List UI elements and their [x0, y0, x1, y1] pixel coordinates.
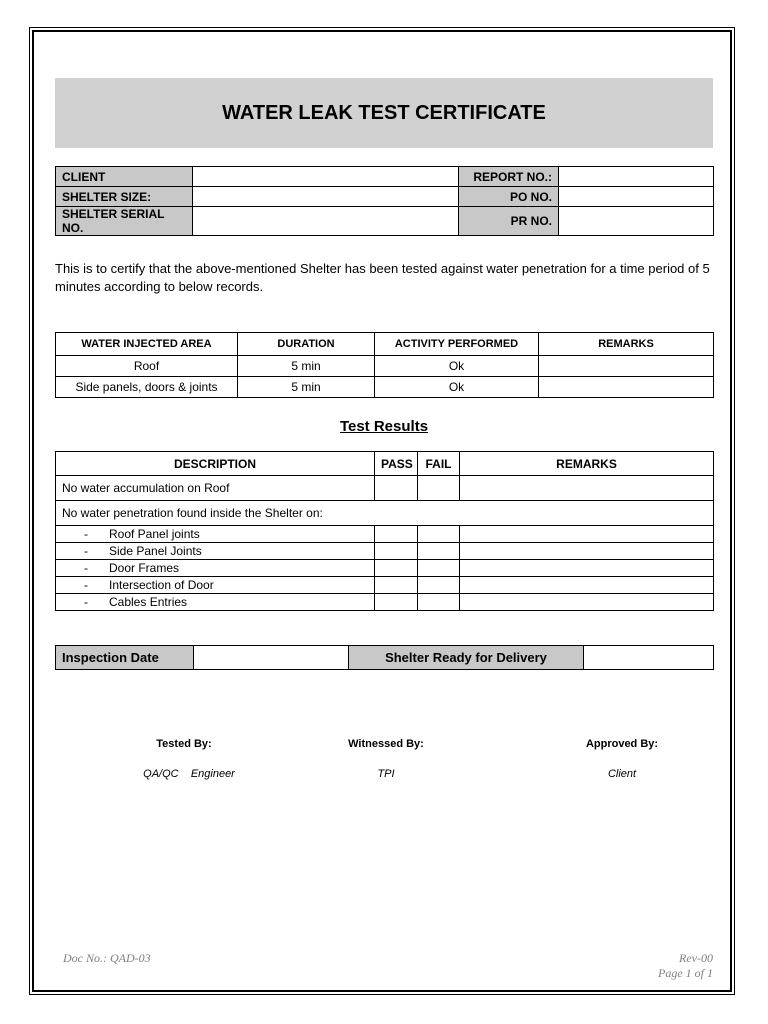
- pass-cell[interactable]: [375, 560, 418, 577]
- header-results-remarks: REMARKS: [460, 452, 714, 476]
- inspection-date-label: Inspection Date: [56, 646, 194, 670]
- header-fail: FAIL: [418, 452, 460, 476]
- table-row: [56, 501, 714, 526]
- table-row: [56, 594, 714, 611]
- header-pass: PASS: [375, 452, 418, 476]
- client-label: CLIENT: [56, 167, 193, 187]
- certification-text: This is to certify that the above-mentioned Shelter has been tested against water penetration for a time period of 5 minutes according to below records.: [55, 261, 710, 294]
- certificate-title: WATER LEAK TEST CERTIFICATE: [55, 78, 713, 148]
- revision: Rev-00: [679, 951, 713, 965]
- witnessed-by-role: TPI: [377, 768, 395, 780]
- report-no-label: REPORT NO.:: [459, 167, 559, 187]
- table-row: [56, 476, 714, 501]
- sub-item-cell: [56, 577, 375, 594]
- sub-item-cell: [56, 543, 375, 560]
- pr-no-label: PR NO.: [459, 207, 559, 236]
- duration-cell: 5 min: [238, 377, 375, 398]
- po-no-label: PO NO.: [459, 187, 559, 207]
- pass-cell[interactable]: [375, 594, 418, 611]
- fail-cell[interactable]: [418, 577, 460, 594]
- remarks-cell[interactable]: [460, 476, 714, 501]
- fail-cell[interactable]: [418, 526, 460, 543]
- water-injection-table: [55, 332, 714, 398]
- sub-item-cell: [56, 594, 375, 611]
- fail-cell[interactable]: [418, 476, 460, 501]
- header-remarks: REMARKS: [539, 333, 714, 356]
- table-row: [56, 526, 714, 543]
- table-row: [56, 377, 714, 398]
- sub-item-label: Cables Entries: [109, 595, 188, 609]
- remarks-cell[interactable]: [460, 594, 714, 611]
- witnessed-by-label: Witnessed By:: [348, 738, 424, 750]
- pass-cell[interactable]: [375, 476, 418, 501]
- sub-item-cell: [56, 560, 375, 577]
- remarks-cell[interactable]: [460, 577, 714, 594]
- page-number: Page 1 of 1: [658, 966, 713, 980]
- inspection-table: [55, 645, 714, 670]
- report-no-field[interactable]: [559, 167, 714, 187]
- remarks-cell[interactable]: [460, 543, 714, 560]
- duration-cell: 5 min: [238, 356, 375, 377]
- inspection-date-field[interactable]: [194, 646, 349, 670]
- po-no-field[interactable]: [559, 187, 714, 207]
- description-cell: No water accumulation on Roof: [56, 476, 375, 501]
- sub-item-label: Door Frames: [109, 561, 180, 575]
- sub-item-label: Intersection of Door: [109, 578, 214, 592]
- client-field[interactable]: [193, 167, 459, 187]
- pass-cell[interactable]: [375, 526, 418, 543]
- header-activity-performed: ACTIVITY PERFORMED: [375, 333, 539, 356]
- header-water-injected-area: WATER INJECTED AREA: [56, 333, 238, 356]
- dash-bullet: -: [84, 595, 88, 609]
- shelter-size-field[interactable]: [193, 187, 459, 207]
- shelter-serial-label: SHELTER SERIAL NO.: [56, 207, 193, 236]
- description-cell: No water penetration found inside the Shelter on:: [56, 501, 714, 526]
- test-results-heading: Test Results: [339, 418, 429, 435]
- activity-cell: Ok: [375, 356, 539, 377]
- remarks-cell[interactable]: [460, 526, 714, 543]
- pass-cell[interactable]: [375, 577, 418, 594]
- dash-bullet: -: [84, 527, 88, 541]
- table-row: [56, 560, 714, 577]
- table-row: [56, 543, 714, 560]
- test-results-table: [55, 451, 714, 611]
- sub-item-label: Side Panel Joints: [109, 544, 202, 558]
- tested-by-role: QA/QC Engineer: [143, 768, 235, 780]
- pass-cell[interactable]: [375, 543, 418, 560]
- dash-bullet: -: [84, 561, 88, 575]
- sub-item-cell: [56, 526, 375, 543]
- shelter-ready-field[interactable]: [584, 646, 714, 670]
- shelter-ready-label: Shelter Ready for Delivery: [349, 646, 584, 670]
- approved-by-role: Client: [607, 768, 637, 780]
- tested-by-label: Tested By:: [156, 738, 212, 750]
- remarks-cell[interactable]: [460, 560, 714, 577]
- table-row: [56, 577, 714, 594]
- dash-bullet: -: [84, 578, 88, 592]
- sub-item-label: Roof Panel joints: [109, 527, 200, 541]
- pr-no-field[interactable]: [559, 207, 714, 236]
- shelter-size-label: SHELTER SIZE:: [56, 187, 193, 207]
- table-row: [56, 356, 714, 377]
- area-cell: Side panels, doors & joints: [56, 377, 238, 398]
- approved-by-label: Approved By:: [585, 738, 659, 750]
- header-duration: DURATION: [238, 333, 375, 356]
- fail-cell[interactable]: [418, 594, 460, 611]
- fail-cell[interactable]: [418, 543, 460, 560]
- remarks-cell[interactable]: [539, 356, 714, 377]
- dash-bullet: -: [84, 544, 88, 558]
- activity-cell: Ok: [375, 377, 539, 398]
- doc-number: Doc No.: QAD-03: [63, 951, 151, 965]
- info-table: [55, 166, 714, 236]
- header-description: DESCRIPTION: [56, 452, 375, 476]
- area-cell: Roof: [56, 356, 238, 377]
- shelter-serial-field[interactable]: [193, 207, 459, 236]
- fail-cell[interactable]: [418, 560, 460, 577]
- remarks-cell[interactable]: [539, 377, 714, 398]
